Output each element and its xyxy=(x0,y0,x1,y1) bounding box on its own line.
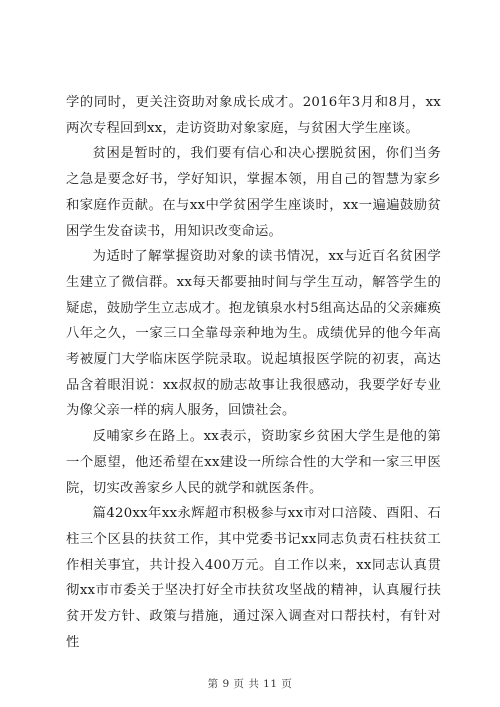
paragraph-1: 学的同时，更关注资助对象成长成才。2016年3月和8月，xx两次专程回到xx，走访资助对象家庭，与贫困大学生座谈。 xyxy=(66,95,441,136)
paragraph-3: 为适时了解掌握资助对象的读书情况，xx与近百名贫困学生建立了微信群。xx每天都要抽时间与学生互动，解答学生的疑虑，鼓励学生立志成才。抱龙镇泉水村5组高达品的父亲瘫痪八年之久，一家三口全靠母亲种地为生。成绩优异的他今年高考被厦门大学临床医学院录取。说起填报医学院的初衷，高达品含着眼泪说：xx叔叔的励志故事让我很感动，我要学好专业为像父亲一样的病人服务，回馈社会。 xyxy=(66,249,441,419)
paragraph-4: 反哺家乡在路上。xx表示，资助家乡贫困大学生是他的第一个愿望，他还希望在xx建设一所综合性的大学和一家三甲医院，切实改善家乡人民的就学和就医条件。 xyxy=(66,429,441,496)
paragraph-5: 篇420xx年xx永辉超市积极参与xx市对口涪陵、酉阳、石柱三个区县的扶贫工作，其中党委书记xx同志负责石柱扶贫工作相关事宜，共计投入400万元。自工作以来，xx同志认真贯彻xx市市委关于坚决打好全市扶贫攻坚战的精神，认真履行扶贫开发方针、政策与措施，通过深入调查对口帮扶村，有针对性 xyxy=(66,506,441,650)
document-body xyxy=(66,90,441,655)
paragraph-2: 贫困是暂时的，我们要有信心和决心摆脱贫困，你们当务之急是要念好书，学好知识，掌握本领，用自己的智慧为家乡和家庭作贡献。在与xx中学贫困学生座谈时，xx一遍遍鼓励贫困学生发奋读书，用知识改变命运。 xyxy=(66,146,441,239)
page-number-footer: 第 9 页 共 11 页 xyxy=(207,678,293,690)
